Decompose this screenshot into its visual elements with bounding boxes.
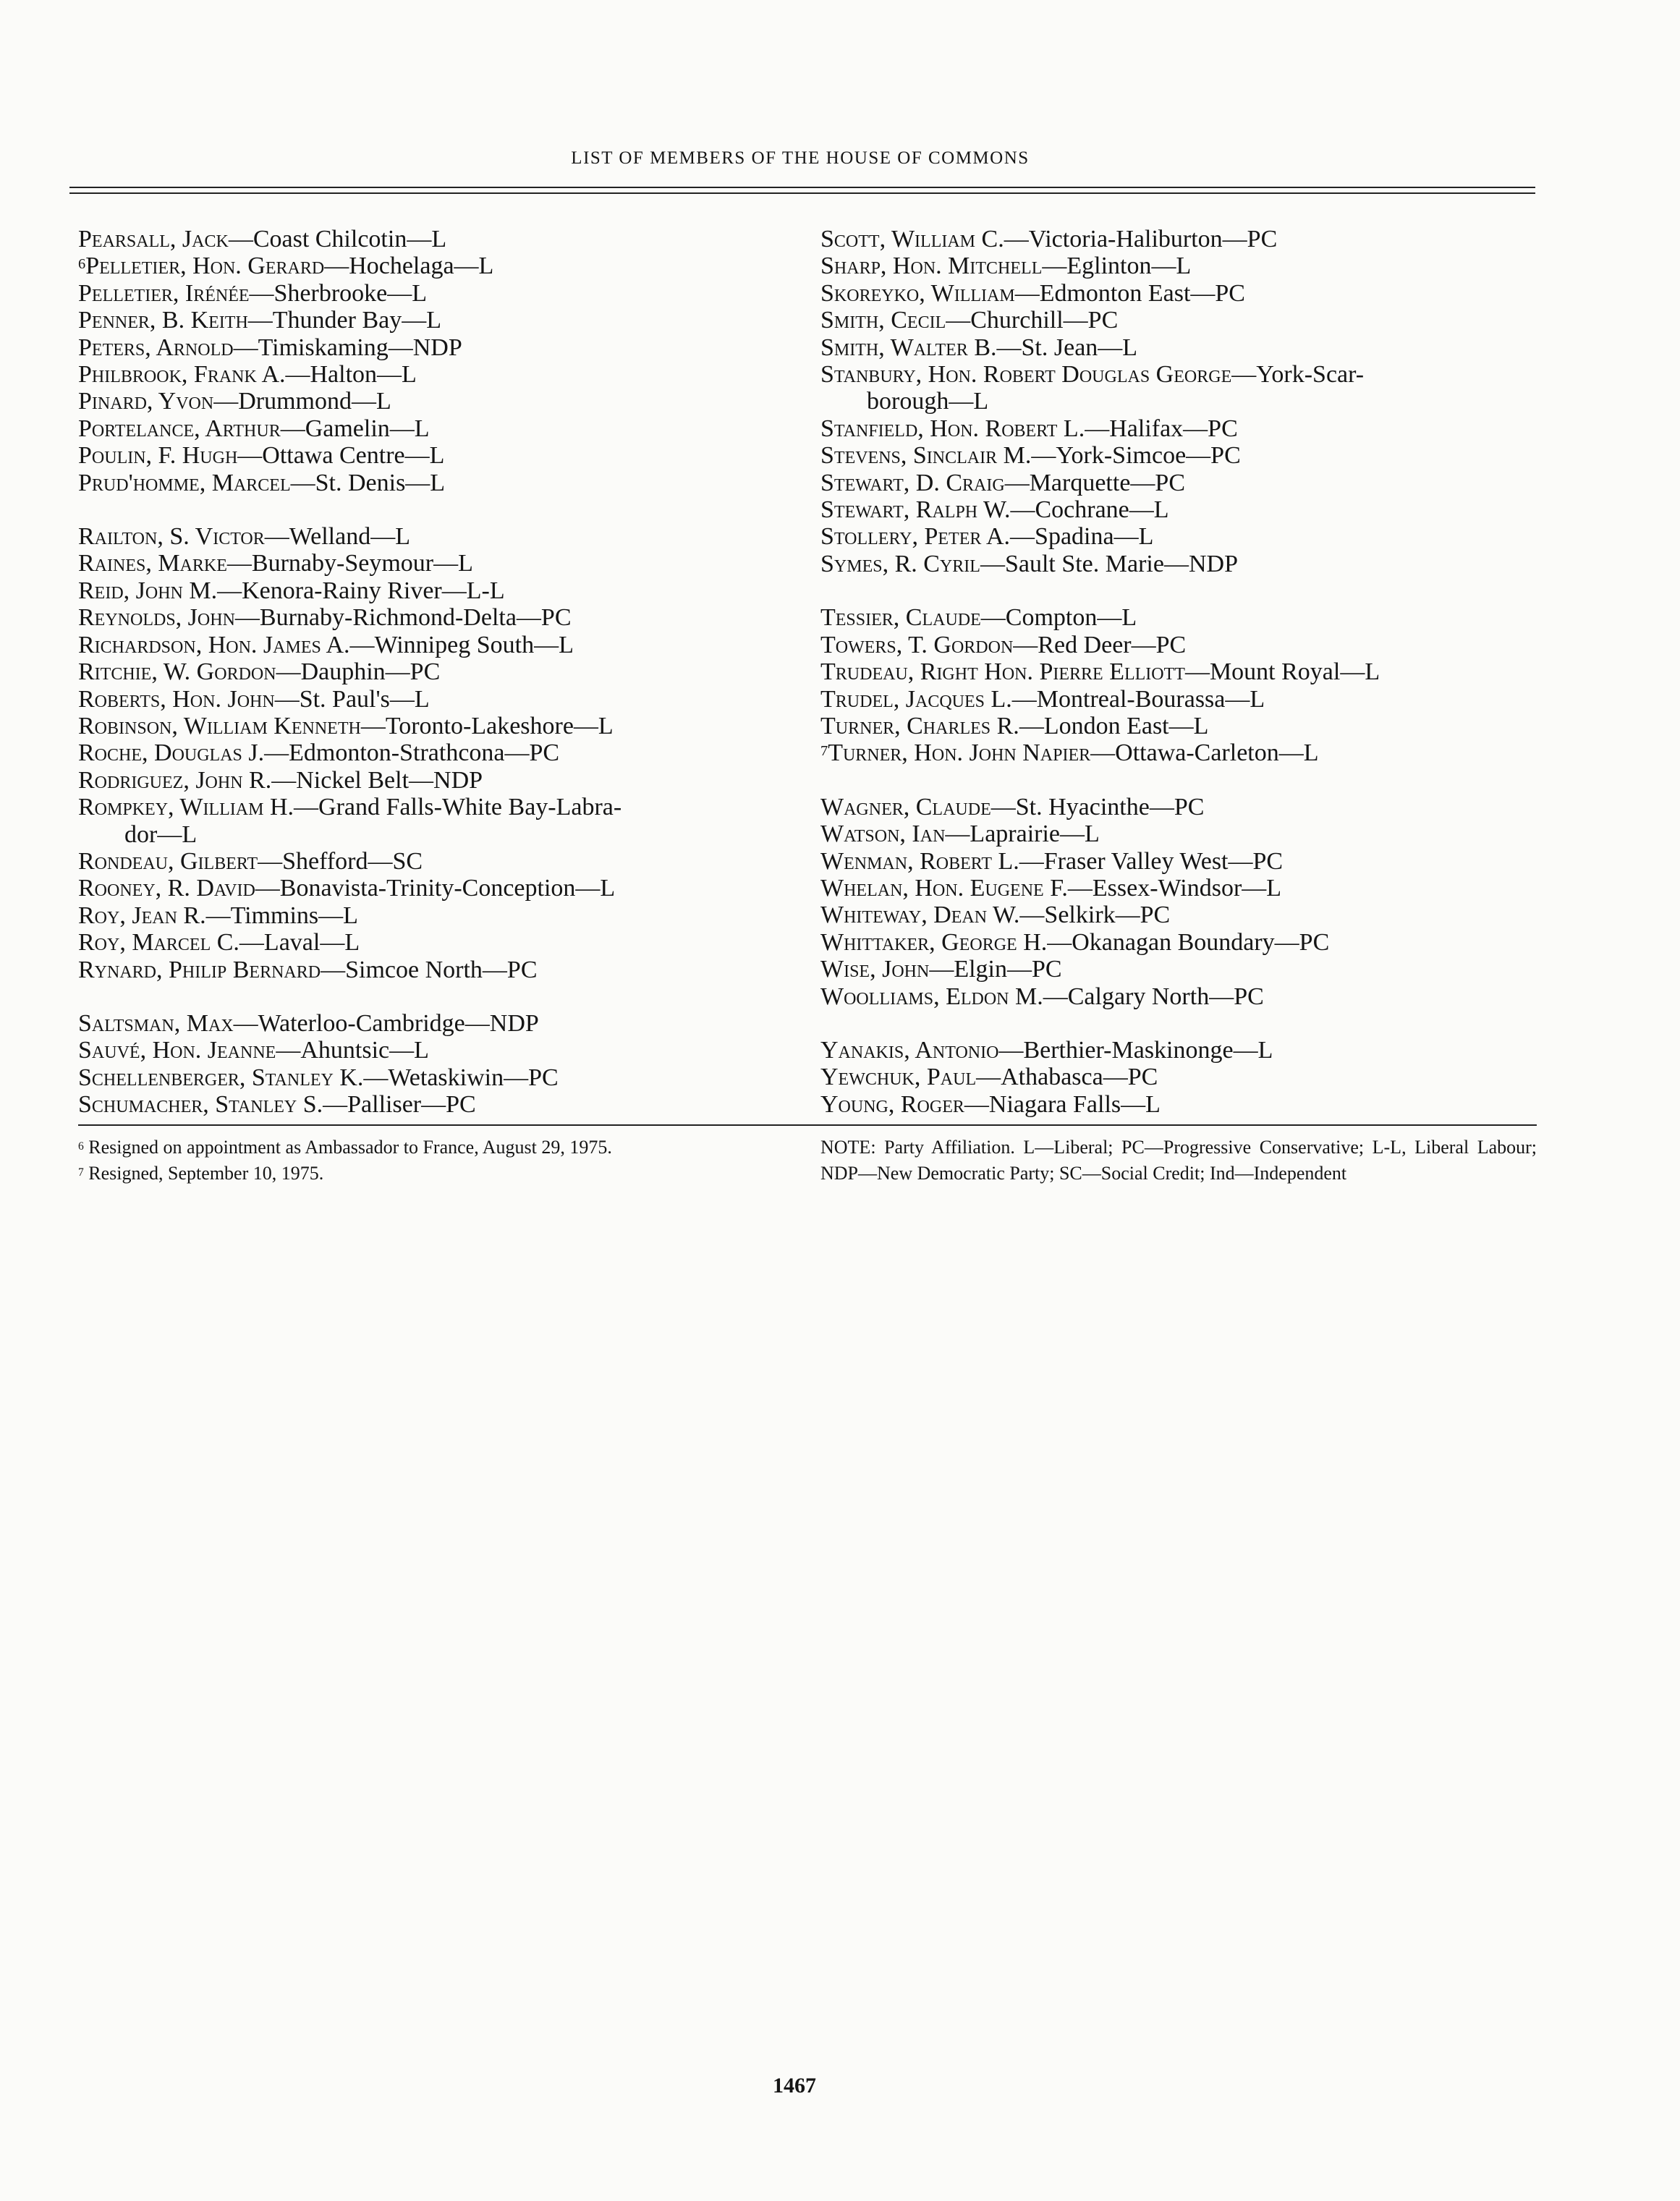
member-continuation: dor—L [124, 820, 198, 848]
member-constituency-party: —Halifax—PC [1085, 415, 1238, 442]
member-name: Sauvé, Hon. Jeanne [78, 1037, 276, 1064]
member-name: Philbrook, Frank A. [78, 361, 286, 389]
footnotes [78, 1135, 794, 1187]
member-entry [820, 686, 1540, 713]
member-name: Stevens, Sinclair M. [820, 442, 1032, 470]
member-entry [78, 334, 794, 361]
member-name: Young, Roger [820, 1090, 964, 1118]
member-constituency-party: —Kenora-Rainy River—L-L [217, 577, 505, 604]
member-constituency-party: —Marquette—PC [1004, 469, 1185, 496]
member-name: Rompkey, William H. [78, 794, 294, 821]
member-name: Robinson, William Kenneth [78, 712, 361, 739]
member-entry [78, 767, 794, 794]
member-name: Towers, T. Gordon [820, 631, 1014, 658]
member-entry [820, 875, 1540, 902]
member-constituency-party: —Thunder Bay—L [247, 307, 441, 334]
member-name: Ritchie, W. Gordon [78, 658, 276, 686]
member-name: Reid, John M. [78, 577, 218, 604]
member-entry [78, 957, 794, 983]
member-entry [820, 902, 1540, 928]
member-entry [820, 956, 1540, 983]
member-constituency-party: —Calgary North—PC [1043, 983, 1264, 1010]
member-entry [78, 280, 794, 307]
member-entry [78, 1010, 794, 1037]
member-constituency-party: —St. Hyacinthe—PC [990, 793, 1205, 820]
member-constituency-party: —Selkirk—PC [1019, 902, 1171, 929]
member-entry [78, 388, 794, 415]
member-entry [78, 415, 794, 442]
member-entry [820, 470, 1540, 496]
member-entry [820, 739, 1540, 766]
member-constituency-party: —Elgin—PC [929, 956, 1062, 983]
member-name: Poulin, F. Hugh [78, 442, 238, 470]
member-entry [820, 1037, 1540, 1064]
member-name: Portelance, Arthur [78, 415, 281, 442]
member-constituency-party: —Red Deer—PC [1013, 631, 1187, 658]
member-constituency-party: —Ottawa Centre—L [237, 442, 445, 470]
member-name: Smith, Cecil [820, 307, 946, 334]
member-name: Skoreyko, William [820, 279, 1015, 307]
member-entry [820, 604, 1540, 631]
member-constituency-party: —Sherbrooke—L [249, 279, 428, 307]
member-constituency-party: —Hochelaga—L [324, 253, 494, 280]
member-constituency-party: —Montreal-Bourassa—L [1011, 685, 1265, 713]
member-name: Pelletier, Irénée [78, 279, 250, 307]
member-name: Roberts, Hon. John [78, 685, 275, 713]
member-entry [820, 442, 1540, 469]
member-constituency-party: —St. Paul's—L [274, 685, 430, 713]
member-constituency-party: —Waterloo-Cambridge—NDP [233, 1009, 539, 1037]
member-name: Watson, Ian [820, 820, 946, 848]
member-name: Whiteway, Dean W. [820, 902, 1020, 929]
member-entry [820, 929, 1540, 956]
member-entry [820, 361, 1540, 415]
members-left-column [78, 226, 794, 1119]
member-entry [78, 713, 794, 739]
member-name: Trudeau, Right Hon. Pierre Elliott [820, 658, 1185, 686]
member-constituency-party: —St. Jean—L [996, 334, 1138, 361]
page-header: LIST OF MEMBERS OF THE HOUSE OF COMMONS [571, 148, 1030, 168]
member-constituency-party: —Compton—L [980, 604, 1137, 632]
member-entry [820, 307, 1540, 334]
member-constituency-party: —Dauphin—PC [276, 658, 441, 686]
member-continuation: borough—L [867, 388, 989, 415]
member-name: Peters, Arnold [78, 334, 234, 361]
member-name: Whelan, Hon. Eugene F. [820, 874, 1068, 902]
member-name: Wenman, Robert L. [820, 847, 1019, 875]
member-entry [78, 686, 794, 713]
member-name: Stewart, D. Craig [820, 469, 1005, 496]
member-constituency-party: —Burnaby-Seymour—L [226, 550, 473, 577]
member-entry [78, 1091, 794, 1118]
member-entry [820, 713, 1540, 739]
member-constituency-party: —Timiskaming—NDP [233, 334, 462, 361]
member-name: Stollery, Peter A. [820, 523, 1011, 551]
member-constituency-party: —Churchill—PC [946, 307, 1119, 334]
member-constituency-party: —York-Simcoe—PC [1031, 442, 1241, 470]
member-constituency-party: —Welland—L [264, 523, 410, 551]
member-constituency-party: —York-Scar- [1231, 361, 1365, 389]
member-name: Pinard, Yvon [78, 388, 214, 415]
member-entry [820, 280, 1540, 307]
footnote-marker: 7 [820, 743, 828, 760]
member-name: Tessier, Claude [820, 604, 981, 632]
member-name: Schellenberger, Stanley K. [78, 1064, 364, 1091]
member-entry [820, 1064, 1540, 1090]
member-constituency-party: —Mount Royal—L [1184, 658, 1380, 686]
member-name: Rynard, Philip Bernard [78, 956, 321, 983]
member-entry [78, 253, 794, 279]
member-name: Penner, B. Keith [78, 307, 248, 334]
member-constituency-party: —Grand Falls-White Bay-Labra- [294, 794, 622, 821]
header-rule-bottom [69, 192, 1535, 194]
member-name: Railton, S. Victor [78, 523, 265, 551]
member-constituency-party: —Drummond—L [213, 388, 391, 415]
footnote-rule [78, 1124, 1537, 1126]
member-entry [78, 523, 794, 550]
member-entry [820, 1091, 1540, 1118]
member-constituency-party: —Wetaskiwin—PC [363, 1064, 559, 1091]
member-name: Rondeau, Gilbert [78, 847, 258, 875]
member-constituency-party: —Berthier-Maskinonge—L [998, 1036, 1273, 1064]
member-constituency-party: —Fraser Valley West—PC [1019, 847, 1284, 875]
member-name: Turner, Hon. John Napier [828, 739, 1091, 767]
member-entry [820, 658, 1540, 685]
member-entry [820, 820, 1540, 847]
member-name: Schumacher, Stanley S. [78, 1091, 323, 1119]
member-name: Sharp, Hon. Mitchell [820, 253, 1043, 280]
member-constituency-party: —Okanagan Boundary—PC [1047, 928, 1330, 956]
member-constituency-party: —Spadina—L [1010, 523, 1154, 551]
member-name: Roy, Marcel C. [78, 929, 239, 957]
page-number: 1467 [773, 2074, 816, 2098]
member-constituency-party: —Coast Chilcotin—L [228, 226, 447, 253]
member-constituency-party: —Toronto-Lakeshore—L [360, 712, 614, 739]
member-entry [78, 794, 794, 848]
member-entry [78, 361, 794, 388]
member-name: Whittaker, George H. [820, 928, 1048, 956]
member-entry [820, 794, 1540, 820]
member-constituency-party: —Niagara Falls—L [964, 1090, 1161, 1118]
member-constituency-party: —Shefford—SC [258, 847, 423, 875]
member-name: Woolliams, Eldon M. [820, 983, 1043, 1010]
member-entry [78, 226, 794, 253]
member-name: Symes, R. Cyril [820, 550, 980, 577]
member-entry [820, 226, 1540, 253]
party-affiliation-note: NOTE: Party Affiliation. L—Liberal; PC—Progressive Conservative; L-L, Liberal Labour; NDP—New Democratic Party; SC—Social Credit; Ind—Independent [820, 1137, 1537, 1184]
member-entry [78, 1064, 794, 1091]
member-name: Scott, William C. [820, 226, 1004, 253]
member-name: Raines, Marke [78, 550, 227, 577]
member-constituency-party: —Athabasca—PC [976, 1064, 1158, 1091]
member-entry [78, 550, 794, 577]
member-name: Prud'homme, Marcel [78, 469, 291, 496]
member-name: Stanbury, Hon. Robert Douglas George [820, 361, 1232, 389]
member-constituency-party: —Victoria-Haliburton—PC [1004, 226, 1278, 253]
member-constituency-party: —Sault Ste. Marie—NDP [980, 550, 1238, 577]
member-constituency-party: —Ahuntsic—L [276, 1037, 429, 1064]
member-name: Roche, Douglas J. [78, 739, 265, 767]
member-name: Smith, Walter B. [820, 334, 997, 361]
member-entry [820, 253, 1540, 279]
member-constituency-party: —Ottawa-Carleton—L [1090, 739, 1319, 767]
member-constituency-party: —Laprairie—L [945, 820, 1100, 848]
member-name: Rodriguez, John R. [78, 766, 272, 794]
member-entry [78, 604, 794, 631]
member-entry [78, 848, 794, 875]
member-name: Pelletier, Hon. Gerard [85, 253, 325, 280]
member-constituency-party: —Edmonton East—PC [1014, 279, 1245, 307]
member-constituency-party: —Timmins—L [205, 902, 358, 929]
member-entry [78, 1037, 794, 1064]
member-constituency-party: —Simcoe North—PC [321, 956, 538, 983]
member-constituency-party: —Winnipeg South—L [349, 631, 574, 658]
member-constituency-party: —Halton—L [285, 361, 417, 389]
member-entry [820, 551, 1540, 577]
member-entry [78, 739, 794, 766]
member-entry [78, 902, 794, 929]
member-name: Wagner, Claude [820, 793, 991, 820]
header-rule-top [69, 187, 1535, 188]
member-entry [78, 577, 794, 604]
footnote-6: $^6$ Resigned on appointment as Ambassador to France, August 29, 1975. [78, 1137, 612, 1158]
member-name: Turner, Charles R. [820, 712, 1019, 739]
member-constituency-party: —Bonavista-Trinity-Conception—L [255, 875, 616, 902]
member-entry [820, 523, 1540, 550]
footnote-marker: 6 [78, 256, 86, 273]
member-name: Wise, John [820, 956, 930, 983]
member-entry [78, 632, 794, 658]
member-name: Pearsall, Jack [78, 226, 229, 253]
members-right-column [820, 226, 1540, 1118]
member-constituency-party: —Eglinton—L [1042, 253, 1192, 280]
member-entry [820, 632, 1540, 658]
member-entry [820, 496, 1540, 523]
member-constituency-party: —Edmonton-Strathcona—PC [264, 739, 560, 767]
member-constituency-party: —Nickel Belt—NDP [271, 766, 483, 794]
member-name: Yewchuk, Paul [820, 1064, 977, 1091]
member-name: Roy, Jean R. [78, 902, 206, 929]
member-constituency-party: —London East—L [1019, 712, 1209, 739]
member-constituency-party: —Laval—L [239, 929, 360, 957]
member-entry [78, 307, 794, 334]
member-entry [820, 983, 1540, 1010]
member-name: Trudel, Jacques L. [820, 685, 1012, 713]
member-name: Stanfield, Hon. Robert L. [820, 415, 1085, 442]
member-entry [78, 470, 794, 496]
member-constituency-party: —Essex-Windsor—L [1067, 874, 1282, 902]
member-constituency-party: —Palliser—PC [323, 1091, 476, 1119]
footnote-7: $^7$ Resigned, September 10, 1975. [78, 1163, 324, 1184]
member-entry [820, 415, 1540, 442]
member-constituency-party: —Cochrane—L [1010, 496, 1169, 524]
member-name: Rooney, R. David [78, 875, 255, 902]
member-constituency-party: —Burnaby-Richmond-Delta—PC [234, 604, 572, 632]
member-entry [78, 929, 794, 956]
member-entry [820, 848, 1540, 875]
member-name: Richardson, Hon. James A. [78, 631, 350, 658]
member-constituency-party: —Gamelin—L [280, 415, 430, 442]
member-entry [78, 875, 794, 902]
member-entry [78, 658, 794, 685]
member-entry [78, 442, 794, 469]
member-entry [820, 334, 1540, 361]
member-name: Stewart, Ralph W. [820, 496, 1011, 524]
member-constituency-party: —St. Denis—L [290, 469, 446, 496]
member-name: Reynolds, John [78, 604, 235, 632]
member-name: Yanakis, Antonio [820, 1036, 999, 1064]
member-name: Saltsman, Max [78, 1009, 234, 1037]
